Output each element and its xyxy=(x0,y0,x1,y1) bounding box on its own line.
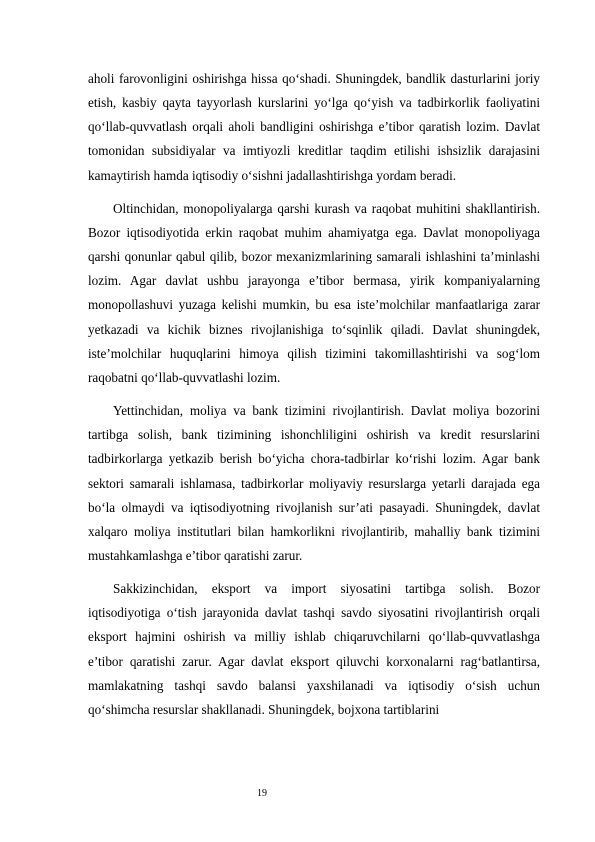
page-body xyxy=(88,67,540,731)
paragraph-continuation: aholi farovonligini oshirishga hissa qo‘shadi. Shuningdek, bandlik dasturlarini joriy etish, kasbiy qayta tayyorlash kurslarini yo‘lga qo‘yish va tadbirkorlik faoliyatini qo‘llab-quvvatlash orqali aholi bandligini oshirishga e’tibor qaratish lozim. Davlat tomonidan subsidiyalar va imtiyozli kreditlar taqdim etilishi ishsizlik darajasini kamaytirish hamda iqtisodiy o‘sishni jadallashtirishga yordam beradi. xyxy=(88,71,540,183)
paragraph-sixth-point: Oltinchidan, monopoliyalarga qarshi kurash va raqobat muhitini shakllantirish. Bozor iqtisodiyotida erkin raqobat muhim ahamiyatga ega. Davlat monopoliyaga qarshi qonunlar qabul qilib, bozor mexanizmlarining samarali ishlashini ta’minlashi lozim. Agar davlat ushbu jarayonga e’tibor bermasa, yirik kompaniyalarning monopollashuvi yuzaga kelishi mumkin, bu esa iste’molchilar manfaatlariga zarar yetkazadi va kichik biznes rivojlanishiga to‘sqinlik qiladi. Davlat shuningdek, iste’molchilar huquqlarini himoya qilish tizimini takomillashtirishi va sog‘lom raqobatni qo‘llab-quvvatlashi lozim. xyxy=(88,200,540,385)
page-number: 19 xyxy=(257,788,267,799)
paragraph-seventh-point: Yettinchidan, moliya va bank tizimini rivojlantirish. Davlat moliya bozorini tartibga solish, bank tizimining ishonchliligini oshirish va kredit resurslarini tadbirkorlarga yetkazib berish bo‘yicha chora-tadbirlar ko‘rishi lozim. Agar bank sektori samarali ishlamasa, tadbirkorlar moliyaviy resurslarga yetarli darajada ega bo‘la olmaydi va iqtisodiyotning rivojlanish sur’ati pasayadi. Shuningdek, davlat xalqaro moliya institutlari bilan hamkorlikni rivojlantirib, mahalliy bank tizimini mustahkamlashga e’tibor qaratishi zarur. xyxy=(88,403,540,563)
paragraph-eighth-point: Sakkizinchidan, eksport va import siyosatini tartibga solish. Bozor iqtisodiyotiga o‘tish jarayonida davlat tashqi savdo siyosatini rivojlantirish orqali eksport hajmini oshirish va milliy ishlab chiqaruvchilarni qo‘llab-quvvatlashga e’tibor qaratishi zarur. Agar davlat eksport qiluvchi korxonalarni rag‘batlantirsa, mamlakatning tashqi savdo balansi yaxshilanadi va iqtisodiy o‘sish uchun qo‘shimcha resurslar shakllanadi. Shuningdek, bojxona tartiblarini xyxy=(88,581,540,717)
